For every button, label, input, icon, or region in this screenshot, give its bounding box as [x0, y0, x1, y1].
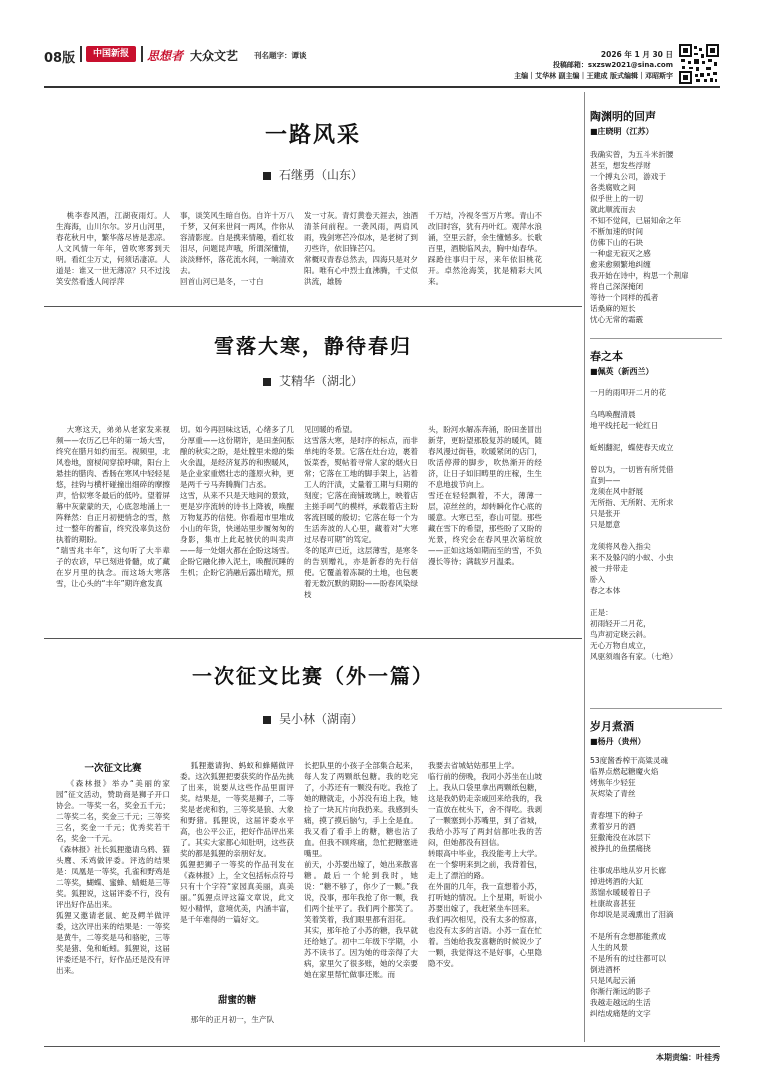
article-1-col-2: 事，谈笑风生暗自伤。自许十万八千梦，又何来世间一两风，作你从容清影度。自是携来情趣，看红妆泪尽，问题昆声哦，所谓深懂情，淡淡释怀，落花流水间，一晌清欢去。 回首山河已是冬，一寸白	[180, 211, 294, 286]
sidebar-rule	[584, 92, 585, 1042]
footer-rule	[44, 1046, 720, 1047]
article-3-title: 一次征文比赛（外一篇）	[192, 664, 434, 688]
article-1-author-name: 石继勇（山东）	[278, 168, 363, 182]
submission-email: 投稿邮箱：sxzsw2021@sina.com	[552, 61, 673, 69]
article-divider-1	[44, 306, 582, 307]
sidebar-divider-2	[590, 708, 722, 709]
poem-1-title: 陶渊明的回声	[590, 110, 656, 123]
article-3-author-name: 吴小林（湖南）	[278, 712, 363, 726]
article-1-col-4: 千万结，冷视冬雪万片寒。青山不改旧时容，犹有丹叶红。观萍水浪涌，空里云舒，余生懂憾多。长歌百里，酒脱临风去，胸中灿春华。踩跄往事归于尽，来年依旧桃花开。卓然沧海笑，犹是精彩大风来。	[428, 211, 542, 286]
article-3-col-2-heading: 甜蜜的糖	[217, 995, 256, 1006]
poem-2	[590, 348, 722, 662]
article-2	[44, 310, 582, 650]
page-number: 08版	[44, 51, 76, 66]
article-3	[44, 642, 582, 1042]
article-3-author	[44, 710, 582, 727]
section-title: 大众文艺	[190, 49, 239, 63]
article-1-col-3: 发一寸灰。青灯黄卷天涯去，浊酒清茶问前程。一袭风雨，两肩风雨，残剑寒芒冷似冰，是老树了到刃些许，依旧锋芒闪。 常概叹青春总然去，四海只是对夕阳。唯有心中烈士血沸腾，千丈似洪流，雄肠	[304, 211, 418, 286]
footer-editor: 本期责编：叶桂秀	[656, 1053, 720, 1062]
article-1-title: 一路风采	[264, 123, 361, 148]
article-2-col-1: 大寒这天，弟弟从老家发来视频——农历乙巳年的第一场大雪，终究在腊月如约而至。视频里，北风卷地，窗棂间穿掠呼啸，阳台上悬挂的腊肉、香肠在寒风中轻轻晃悠，挂钩与横杆碰撞出细碎的摩擦声，恰似寒冬最后的低吟。望着屏幕中灰蒙蒙的天，心底忽地涌上一阵释然：自正月初便悄念的雪，熬过一整年的蓄盲，终究没辜负这份执着的期盼。 “瑞雪兆丰年”，这句听了大半辈子的农谚，早已刻进骨髓，成了藏在岁月里的执念。而这场大寒落雪，让心头的“丰年”期许愈发真	[56, 425, 170, 588]
article-divider-2	[44, 638, 582, 639]
article-3-col-2: 狐狸邀请狗、蚂蚁和蜂鳝做评委。这次狐狸把要获奖的作品先挑了出来，说要从这些作品里面评奖。结果是，一等奖是狮子，二等奖是老虎和豹，三等奖是狼、大象和野猪。狐狸说，这届评委水平高，也公平公正，把好作品评出来了。其实大家都心知肚明，这些获奖的都是狐狸的亲朋好友。 狐狸把狮子一等奖的作品刊发在《森林报》上，全文包括标点符号只有十个字符“家园真美丽，真美丽。”狐狸点评这篇文章说，此文短小精悍，意境优美，内涵丰富，是千年难得的一篇好文。	[180, 761, 294, 924]
poem-1-text: 我确实曾，为五斗米折腰 甚至，想发些浮财 一个搏丸公司，游戏于 各类腐败之间 似乎世上的一切 就此顺流而去 不知不觉间，已届知命之年 不断加速的时间 仿佛下山的石块 一种虚无寂灭之感 愈来愈频繁地纠缠 我开始在诗中，构思一个荆扉 将自己深深掩闭 等待一个同样的孤者 话桑麻的短长 忧心无常的霜霰	[590, 150, 689, 324]
square-bullet-icon	[263, 716, 271, 724]
article-2-title: 雪落大寒，静待春归	[214, 334, 412, 358]
article-2-author-name: 艾精华（湖北）	[278, 374, 363, 388]
article-3-col-1-heading: 一次征文比赛	[84, 763, 142, 774]
poem-3-author: ■杨丹（贵州）	[590, 737, 646, 746]
slogan: 思想者	[147, 49, 184, 63]
article-2-col-3: 见回暖的希望。 这雪落大寒，是时序的标点，而非单纯的冬景。它落在灶台边，裹着饭菜香，熨帖着寻常人家的烟火日常；它落在工地的脚手架上，沾着工人的汗渍，丈量着工期与归期的刻度；它落在商铺玻璃上，映着店主搓手呵气的模样，承载着店主盼客流回暖的殷切；它落在每一个为生活奔波的人心里，藏着对“大寒过尽春可期”的笃定。 冬的尾声已近，这层薄雪，是寒冬的告别赠礼，亦是新春的先行信使。它覆盖着冻凝的土地，也包裹着无数沉默的期盼——盼春风染绿枝	[304, 425, 418, 599]
article-1	[44, 92, 582, 292]
page-header	[0, 0, 766, 92]
poem-2-title: 春之本	[590, 350, 623, 363]
article-1-author	[44, 166, 582, 183]
square-bullet-icon	[263, 378, 271, 386]
divider-bar	[80, 46, 82, 62]
article-3-col-4: 我要去省城姑姑那里上学。 临行前的傍晚，我同小苏坐在山坡上。我从口袋里拿出两颗纸包糖，这是我奶奶走亲戚回来给我的，我一直放在枕头下，舍不得吃。我剥了一颗塞到小苏嘴里，到了省城，我给小苏写了两封信都吐我的苦闷，但她都没有回信。 转眼高中毕业，我没能考上大学。在一个黎明来到之前，我背着包，走上了漂泊的路。 在外面的几年，我一直想着小苏，打听她的情况。上个星期，听说小苏要出嫁了，我赶紧坐车回来。 我们再次相见，没有太多的惊喜，也没有太多的言语。小苏一直在忙着。当她给我发喜糖的时候说少了一颗，我觉得这不是好事，心里隐隐不安。	[428, 761, 542, 968]
newspaper-logo	[86, 46, 136, 62]
logo-text: 中国新报	[92, 49, 129, 59]
editors-line: 主编｜艾华林 副主编｜王建成 版式编辑｜邓昭斯宇	[514, 72, 673, 80]
article-2-col-2: 切。如今再回味这话，心绪多了几分厚重——这份期许，是田垄间酝酿的秋实之盼，是灶膛里未熄的柴火余温，是经济复苏的和煦暖风，是企业家重燃壮志的蓬原火种，更是两千亏马奔腾腾门古丞。 这雪，从来不只是天地间的景致，更是岁序流转的诗书上降被，唤醒万物复苏的信使。你看超市里堆成小山的年货，快递站里步履匆匆的身影，集市上此起彼伏的叫卖声——每一处烟火都在企盼这场雪。企盼它融化掺入泥土，唤醒沉睡的生机；企盼它消融后露出晴光，照	[180, 425, 294, 577]
square-bullet-icon	[263, 172, 271, 180]
inscription: 刊名题字：谭谈	[254, 51, 307, 60]
poem-3	[590, 718, 722, 1019]
sidebar	[590, 108, 722, 1042]
article-2-author	[44, 372, 582, 389]
poem-2-author: ■佩英（新西兰）	[590, 367, 654, 376]
article-3-col-2b: 那年的正月初一，生产队	[190, 1015, 275, 1024]
article-3-col-1: 《森林报》举办“美丽的家园”征文活动，赞助商是狮子开口协会。一等奖一名，奖金五千元；二等奖二名，奖金三千元；三等奖三名，奖金一千元；优秀奖若干名，奖金一千元。 《森林报》社长狐狸邀请乌鸦、猫头鹰、禾鸡做评委。评选的结果是：凤凰是一等奖，孔雀和野鸡是二等奖，蝴蝶、蜜蜂、蜻蜓是三等奖。狐狸说，这届评委不行，没有评出好作品出来。 狐狸又邀请老鼠、蛇及鳄羊做评委，这次评出来的结果是：一等奖是黄牛，二等奖是马和骆驼，三等奖是猪、兔和蚯蚓。狐狸说，这届评委还是不行，好作品还是没有评出来。	[56, 779, 170, 975]
poem-3-text: 53度酱香榨干高粱灵魂 临界点燃起糖魔火焰 烤焦年少轻狂 灰烬染了青丝 青春埋下的种子 煮着岁月的酒 狂撒淹没在冰层下 被挣扎的鱼摆痛挠 往事成串地从岁月长廊 掉进烤酒的大缸 蒸馏水暖暖着日子 杜康故喜甚狂 你却说是灵魂熏出了泪滴 不是所有念想都能煮成 人生的风景 不是所有的过往都可以 倒进酒杯 只是风起云涌 你渐行渐远的影子 我越走越远的生活 纠结成痛楚的文字	[590, 756, 674, 1018]
header-rule	[44, 86, 720, 88]
issue-date: 2026 年 1 月 30 日	[600, 50, 673, 59]
poem-1	[590, 108, 722, 325]
poem-2-text: 一月的雨叩开二月的花 乌鸣唤醒清晨 地平线托起一轮红日 蚯蚓翻泥，蝶使春天成立 曾以为，一切皆有所凭借 直到—— 龙须在风中舒展 无所指、无所附、无所求 只是张开 只是愿意 龙须将风卷入指尖 来不及躲闪的小蚁、小虫 被一并带走 卧入 春之本体 正是： 初雨轻开二月花， 鸟声初定晓云斜。 无心万物自成立， 风驱须端各有家。（七绝）	[590, 388, 678, 661]
qr-code	[679, 44, 719, 84]
sidebar-divider-1	[590, 338, 722, 339]
article-1-col-1: 桃李春风酒，江湖夜雨灯。人生海海，山川尔尔。岁月山河里，春花秋月中，繁华落尽皆是悲凉。人文风情一年年，曾吹寒雾到天明。看红尘万丈，何须话凄凉。人道是：谁又一世无薄凉？只不过浅笑安然看透人间浮萍	[56, 211, 170, 286]
article-3-col-3: 长把队里的小孩子全部集合起来，每人发了两颗纸包糖。我的吃完了，小苏还有一颗没有吃。我抢了她的糖就走，小苏没有追上我，她捡了一块瓦片向我扔来。我感到头痛，摸了摸后脑勺，手上全是血。我又看了看手上的糖，糖也沾了血。但我不顾疼痛，急忙把糖塞进嘴里。 前天，小苏要出嫁了，她出来散喜糖。最后一个轮到我时，她说：“糖不够了，你少了一颗。”我说，没事，那年我抢了你一颗，我们两个扯平了。我们两个都笑了。笑着笑着，我们眼里都有泪花。 其实，那年抢了小苏的糖，我早就还给她了。初中二年级下学期，小苏不读书了。因为她的母亲得了大病，家里欠了很多账，她的父亲要她在家里帮忙做事还账。而	[304, 761, 418, 979]
divider-bar-2	[141, 46, 143, 62]
poem-1-author: ■庄晓明（江苏）	[590, 127, 654, 136]
poem-3-title: 岁月煮酒	[590, 720, 634, 733]
article-2-col-4: 头，盼河水解冻奔涌，盼田垄冒出新芽，更盼望那股复苏的暖风，随春风漫过街巷，吹暖紧闭的店门，吹活停滞的脚步，吹热渐开的经济，让日子如旧畴里的庄稼，生生不息地拔节向上。 雪还在轻轻飘着，不大，薄薄一层，凉丝丝的，却转瞬化作心底的暖意。大寒已至，春山可望。那些藏在雪下的希望，那些盼了又盼的光景，终究会在春风里次第绽放——正如这场如期而至的雪，不负漫长等待；满载岁月温柔。	[428, 425, 542, 566]
